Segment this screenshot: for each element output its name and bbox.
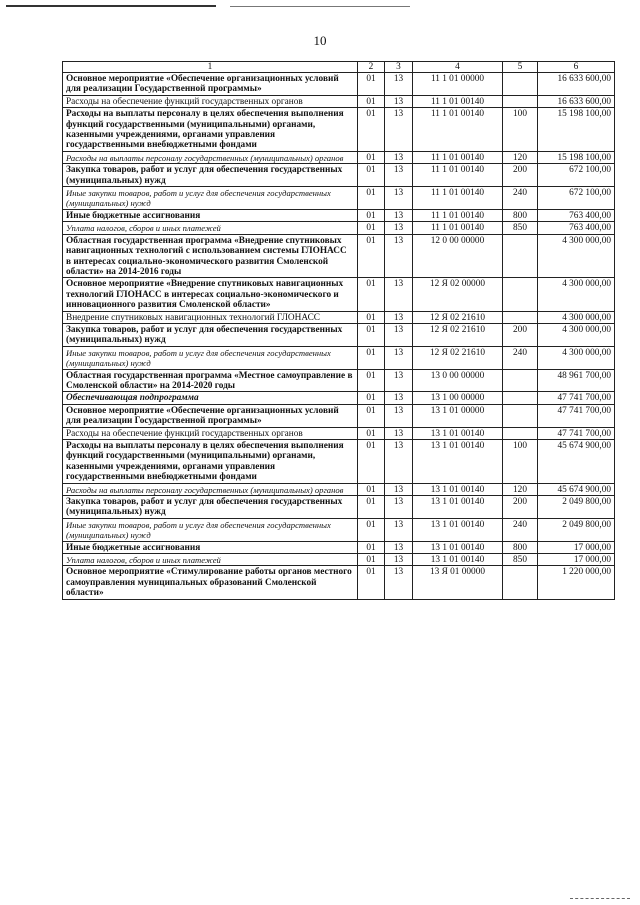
section-code-cell: 01 [358,518,385,541]
amount-cell: 4 300 000,00 [538,311,615,323]
target-article-cell: 13 1 01 00140 [413,554,503,566]
section-code-cell: 01 [358,369,385,392]
table-row [63,404,615,427]
amount-cell: 47 741 700,00 [538,427,615,439]
subsection-code-cell: 13 [385,209,413,221]
table-row [63,483,615,495]
row-name-cell: Иные закупки товаров, работ и услуг для обеспечения государственных (муниципальных) нужд [63,187,358,210]
table-row [63,346,615,369]
column-header: 4 [413,62,503,73]
amount-cell: 672 100,00 [538,187,615,210]
expense-type-cell [503,234,538,278]
section-code-cell: 01 [358,541,385,553]
row-name-cell: Уплата налогов, сборов и иных платежей [63,554,358,566]
row-name-cell: Иные бюджетные ассигнования [63,541,358,553]
page-number: 10 [313,33,327,48]
target-article-cell: 13 1 01 00000 [413,404,503,427]
row-name-cell: Обеспечивающая подпрограмма [63,392,358,404]
expense-type-cell [503,392,538,404]
amount-cell: 15 198 100,00 [538,108,615,152]
table-row [63,187,615,210]
expense-type-cell: 200 [503,164,538,187]
section-code-cell: 01 [358,95,385,107]
top-rule [6,5,216,7]
row-name-cell: Уплата налогов, сборов и иных платежей [63,222,358,234]
row-name-cell: Основное мероприятие «Внедрение спутниковых навигационных технологий ГЛОНАСС в интересах социально-экономического и инновационного развития Смоленской области» [63,278,358,311]
section-code-cell: 01 [358,427,385,439]
expense-type-cell [503,278,538,311]
subsection-code-cell: 13 [385,73,413,96]
expense-type-cell [503,73,538,96]
section-code-cell: 01 [358,404,385,427]
table-row [63,541,615,553]
section-code-cell: 01 [358,73,385,96]
table-row [63,222,615,234]
table-row [63,73,615,96]
section-code-cell: 01 [358,222,385,234]
row-name-cell: Расходы на выплаты персоналу в целях обеспечения выполнения функций государственными (муниципальными) органами, казенными учреждениями, органами управления государственными внебюджетными фондами [63,108,358,152]
row-name-cell: Закупка товаров, работ и услуг для обеспечения государственных (муниципальных) нужд [63,496,358,519]
target-article-cell: 11 1 01 00140 [413,164,503,187]
column-header: 5 [503,62,538,73]
column-header: 1 [63,62,358,73]
amount-cell: 2 049 800,00 [538,518,615,541]
subsection-code-cell: 13 [385,187,413,210]
amount-cell: 763 400,00 [538,222,615,234]
expense-type-cell: 240 [503,187,538,210]
subsection-code-cell: 13 [385,496,413,519]
target-article-cell: 13 1 01 00140 [413,541,503,553]
section-code-cell: 01 [358,496,385,519]
subsection-code-cell: 13 [385,95,413,107]
row-name-cell: Иные закупки товаров, работ и услуг для обеспечения государственных (муниципальных) нужд [63,518,358,541]
target-article-cell: 12 Я 02 21610 [413,311,503,323]
row-name-cell: Закупка товаров, работ и услуг для обеспечения государственных (муниципальных) нужд [63,323,358,346]
row-name-cell: Внедрение спутниковых навигационных технологий ГЛОНАСС [63,311,358,323]
expense-type-cell [503,404,538,427]
expense-type-cell [503,427,538,439]
target-article-cell: 13 0 00 00000 [413,369,503,392]
target-article-cell: 12 Я 02 00000 [413,278,503,311]
target-article-cell: 13 1 01 00140 [413,518,503,541]
expense-type-cell: 120 [503,151,538,163]
budget-table [62,61,615,600]
row-name-cell: Закупка товаров, работ и услуг для обеспечения государственных (муниципальных) нужд [63,164,358,187]
expense-type-cell: 240 [503,518,538,541]
expense-type-cell: 800 [503,541,538,553]
amount-cell: 4 300 000,00 [538,346,615,369]
subsection-code-cell: 13 [385,404,413,427]
subsection-code-cell: 13 [385,323,413,346]
table-row [63,108,615,152]
table-row [63,311,615,323]
row-name-cell: Основное мероприятие «Стимулирование работы органов местного самоуправления муниципальных образований Смоленской области» [63,566,358,599]
table-header-row [63,62,615,73]
table-row [63,151,615,163]
target-article-cell: 13 1 01 00140 [413,427,503,439]
section-code-cell: 01 [358,566,385,599]
expense-type-cell: 850 [503,222,538,234]
target-article-cell: 11 1 01 00140 [413,187,503,210]
target-article-cell: 11 1 01 00000 [413,73,503,96]
target-article-cell: 11 1 01 00140 [413,108,503,152]
amount-cell: 48 961 700,00 [538,369,615,392]
row-name-cell: Основное мероприятие «Обеспечение организационных условий для реализации Государственной программы» [63,404,358,427]
expense-type-cell: 800 [503,209,538,221]
amount-cell: 4 300 000,00 [538,323,615,346]
table-row [63,518,615,541]
amount-cell: 17 000,00 [538,541,615,553]
amount-cell: 47 741 700,00 [538,404,615,427]
table-row [63,554,615,566]
table-row [63,496,615,519]
expense-type-cell: 100 [503,440,538,484]
section-code-cell: 01 [358,209,385,221]
row-name-cell: Расходы на обеспечение функций государственных органов [63,427,358,439]
table-row [63,323,615,346]
amount-cell: 763 400,00 [538,209,615,221]
section-code-cell: 01 [358,323,385,346]
row-name-cell: Основное мероприятие «Обеспечение организационных условий для реализации Государственной программы» [63,73,358,96]
section-code-cell: 01 [358,108,385,152]
row-name-cell: Областная государственная программа «Местное самоуправление в Смоленской области» на 2014-2020 годы [63,369,358,392]
table-row [63,164,615,187]
expense-type-cell: 200 [503,323,538,346]
section-code-cell: 01 [358,151,385,163]
row-name-cell: Расходы на выплаты персоналу государственных (муниципальных) органов [63,483,358,495]
subsection-code-cell: 13 [385,554,413,566]
target-article-cell: 11 1 01 00140 [413,95,503,107]
amount-cell: 4 300 000,00 [538,234,615,278]
expense-type-cell [503,311,538,323]
subsection-code-cell: 13 [385,440,413,484]
expense-type-cell [503,566,538,599]
section-code-cell: 01 [358,483,385,495]
table-row [63,440,615,484]
expense-type-cell [503,95,538,107]
table-row [63,427,615,439]
subsection-code-cell: 13 [385,369,413,392]
amount-cell: 2 049 800,00 [538,496,615,519]
section-code-cell: 01 [358,234,385,278]
expense-type-cell: 100 [503,108,538,152]
amount-cell: 45 674 900,00 [538,483,615,495]
row-name-cell: Расходы на выплаты персоналу в целях обеспечения выполнения функций государственными (муниципальными) органами, казенными учреждениями, органами управления государственными внебюджетными фондами [63,440,358,484]
bottom-dashed-rule [570,898,630,899]
row-name-cell: Расходы на выплаты персоналу государственных (муниципальных) органов [63,151,358,163]
target-article-cell: 11 1 01 00140 [413,151,503,163]
subsection-code-cell: 13 [385,518,413,541]
section-code-cell: 01 [358,164,385,187]
subsection-code-cell: 13 [385,566,413,599]
expense-type-cell: 120 [503,483,538,495]
subsection-code-cell: 13 [385,234,413,278]
table-row [63,278,615,311]
section-code-cell: 01 [358,392,385,404]
target-article-cell: 13 Я 01 00000 [413,566,503,599]
row-name-cell: Расходы на обеспечение функций государственных органов [63,95,358,107]
expense-type-cell: 240 [503,346,538,369]
target-article-cell: 12 Я 02 21610 [413,323,503,346]
target-article-cell: 12 0 00 00000 [413,234,503,278]
section-code-cell: 01 [358,311,385,323]
subsection-code-cell: 13 [385,151,413,163]
amount-cell: 672 100,00 [538,164,615,187]
column-header: 2 [358,62,385,73]
amount-cell: 1 220 000,00 [538,566,615,599]
row-name-cell: Иные бюджетные ассигнования [63,209,358,221]
subsection-code-cell: 13 [385,222,413,234]
target-article-cell: 13 1 00 00000 [413,392,503,404]
subsection-code-cell: 13 [385,483,413,495]
subsection-code-cell: 13 [385,346,413,369]
table-row [63,234,615,278]
section-code-cell: 01 [358,278,385,311]
top-rule-secondary [230,6,410,7]
expense-type-cell: 850 [503,554,538,566]
row-name-cell: Областная государственная программа «Внедрение спутниковых навигационных технологий с использованием системы ГЛОНАСС в интересах социально-экономического развития Смоленской области» на 2014-2016 годы [63,234,358,278]
subsection-code-cell: 13 [385,278,413,311]
section-code-cell: 01 [358,346,385,369]
amount-cell: 47 741 700,00 [538,392,615,404]
table-row [63,95,615,107]
amount-cell: 16 633 600,00 [538,95,615,107]
expense-type-cell: 200 [503,496,538,519]
subsection-code-cell: 13 [385,108,413,152]
table-row [63,392,615,404]
subsection-code-cell: 13 [385,427,413,439]
column-header: 6 [538,62,615,73]
subsection-code-cell: 13 [385,541,413,553]
section-code-cell: 01 [358,554,385,566]
target-article-cell: 11 1 01 00140 [413,209,503,221]
row-name-cell: Иные закупки товаров, работ и услуг для обеспечения государственных (муниципальных) нужд [63,346,358,369]
section-code-cell: 01 [358,440,385,484]
expense-type-cell [503,369,538,392]
target-article-cell: 13 1 01 00140 [413,483,503,495]
target-article-cell: 13 1 01 00140 [413,496,503,519]
amount-cell: 4 300 000,00 [538,278,615,311]
amount-cell: 17 000,00 [538,554,615,566]
subsection-code-cell: 13 [385,311,413,323]
target-article-cell: 13 1 01 00140 [413,440,503,484]
amount-cell: 16 633 600,00 [538,73,615,96]
target-article-cell: 11 1 01 00140 [413,222,503,234]
subsection-code-cell: 13 [385,164,413,187]
amount-cell: 45 674 900,00 [538,440,615,484]
amount-cell: 15 198 100,00 [538,151,615,163]
column-header: 3 [385,62,413,73]
section-code-cell: 01 [358,187,385,210]
table-row [63,209,615,221]
target-article-cell: 12 Я 02 21610 [413,346,503,369]
table-row [63,369,615,392]
table-row [63,566,615,599]
subsection-code-cell: 13 [385,392,413,404]
